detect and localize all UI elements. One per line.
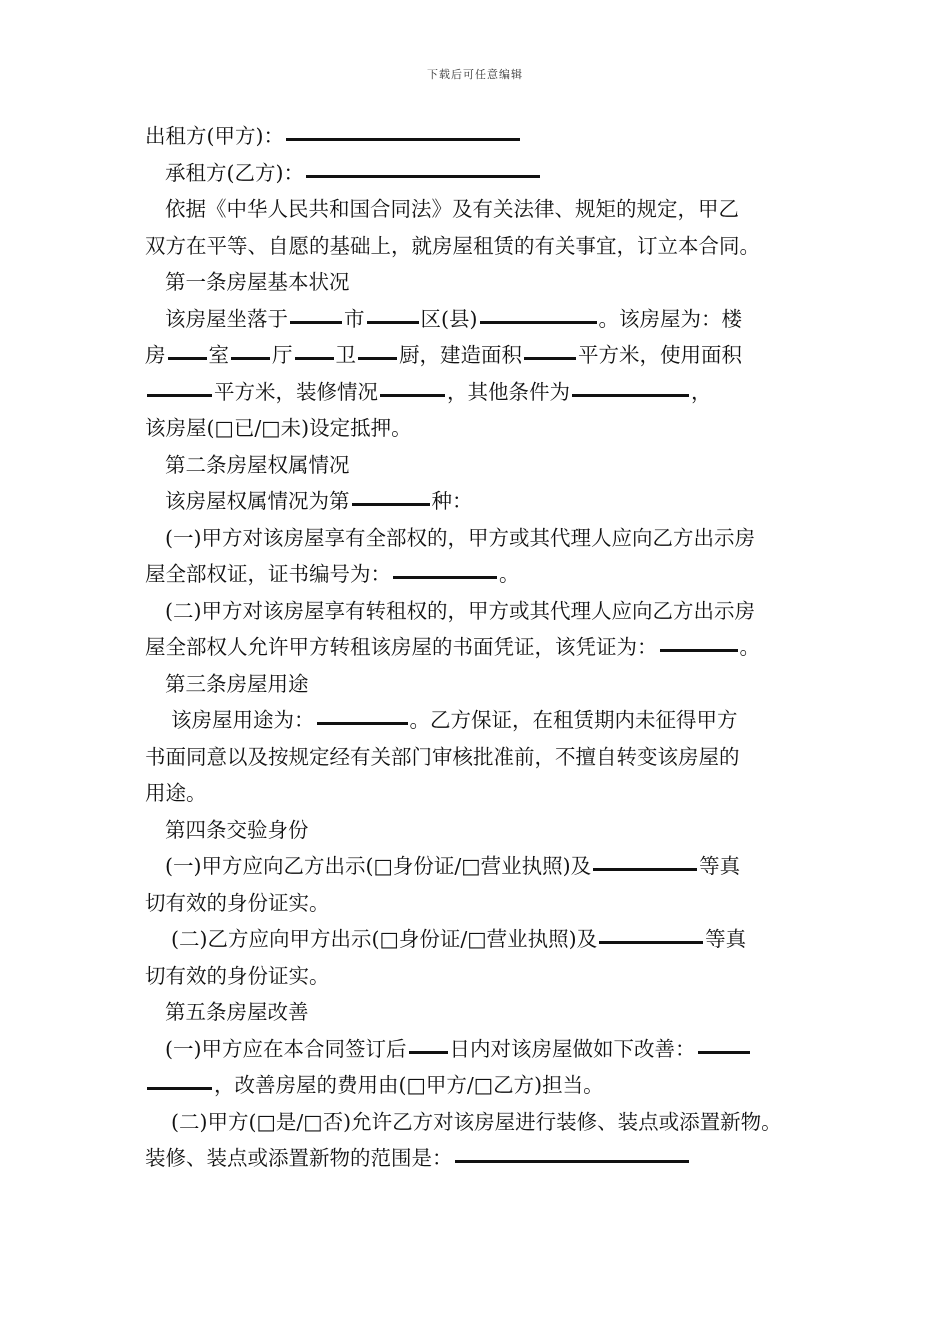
blank-field[interactable] (295, 357, 334, 360)
blank-field[interactable] (147, 394, 212, 397)
blank-field[interactable] (286, 138, 520, 141)
blank-field[interactable] (317, 722, 408, 725)
article-3-line-2: 书面同意以及按规定经有关部门审核批准前，不擅自转变该房屋的 (145, 744, 740, 769)
blank-field[interactable] (380, 394, 445, 397)
article-2-line-1: 该房屋权属情况为第 种： (165, 489, 473, 513)
article-1-line-3: 平方米，装修情况 ，其他条件为 ， (145, 374, 817, 411)
article-5-clause-2-line-1: (二)甲方(□是/□否)允许乙方对该房屋进行装修、装点或添置新物。 (171, 1109, 782, 1134)
blank-field[interactable] (480, 321, 597, 324)
article-3-line-3: 用途。 (145, 781, 207, 805)
article-4-clause-1-line-1: (一)甲方应向乙方出示(□身份证/□营业执照)及 等真 (165, 854, 741, 878)
article-4-clause-2-line-2: 切有效的身份证实。 (145, 963, 330, 988)
blank-field[interactable] (593, 868, 697, 871)
article-5-heading: 第五条房屋改善 (165, 1000, 309, 1024)
article-4-clause-2-line-1: (二)乙方应向甲方出示(□身份证/□营业执照)及 等真 (171, 927, 747, 951)
blank-field[interactable] (660, 649, 738, 652)
preamble-line-2: 双方在平等、自愿的基础上，就房屋租赁的有关事宜，订立本合同。 (145, 233, 760, 258)
blank-field[interactable] (168, 357, 207, 360)
page-header: 下载后可任意编辑 (427, 68, 523, 81)
article-5-clause-1-line-2: ，改善房屋的费用由(□甲方/□乙方)担当。 (145, 1067, 817, 1104)
blank-field[interactable] (231, 357, 270, 360)
article-4-heading: 第四条交验身份 (165, 817, 309, 842)
blank-field[interactable] (306, 175, 540, 178)
article-4-clause-1-line-2: 切有效的身份证实。 (145, 890, 330, 915)
article-1-line-2: 房 室 厅 卫 厨，建造面积 平方米，使用面积 (145, 343, 742, 367)
article-1-heading: 第一条房屋基本状况 (165, 270, 350, 294)
article-2-clause-2-line-1: (二)甲方对该房屋享有转租权的，甲方或其代理人应向乙方出示房 (165, 598, 755, 623)
blank-field[interactable] (409, 1051, 448, 1054)
blank-field[interactable] (524, 357, 576, 360)
blank-field[interactable] (572, 394, 689, 397)
blank-field[interactable] (393, 576, 497, 579)
lessee-line: 承租方(乙方)： (145, 155, 817, 192)
blank-field[interactable] (599, 941, 703, 944)
article-1-line-4: 该房屋(□已/□未)设定抵押。 (145, 416, 412, 440)
blank-field[interactable] (455, 1160, 689, 1163)
article-1-line-1: 该房屋坐落于 市 区(县) 。该房屋为：楼 (165, 306, 742, 331)
blank-field[interactable] (358, 357, 397, 360)
blank-field[interactable] (698, 1051, 750, 1054)
article-2-clause-2-line-2: 屋全部权人允许甲方转租该房屋的书面凭证，该凭证为： 。 (145, 635, 760, 659)
lessor-line: 出租方(甲方)： (145, 118, 817, 155)
article-5-clause-2-line-2: 装修、装点或添置新物的范围是： (145, 1140, 817, 1177)
contract-body (145, 118, 817, 1177)
article-5-clause-1-line-1: (一)甲方应在本合同签订后 日内对该房屋做如下改善： (145, 1031, 817, 1068)
blank-field[interactable] (147, 1087, 212, 1090)
blank-field[interactable] (367, 321, 419, 324)
preamble-line-1: 依据《中华人民共和国合同法》及有关法律、规矩的规定，甲乙 (165, 197, 739, 221)
article-3-heading: 第三条房屋用途 (165, 671, 309, 696)
blank-field[interactable] (290, 321, 342, 324)
article-2-clause-1-line-1: (一)甲方对该房屋享有全部权的，甲方或其代理人应向乙方出示房 (165, 525, 755, 550)
article-3-line-1: 该房屋用途为： 。乙方保证，在租赁期内未征得甲方 (171, 708, 738, 732)
blank-field[interactable] (352, 503, 430, 506)
article-2-heading: 第二条房屋权属情况 (165, 452, 350, 477)
article-2-clause-1-line-2: 屋全部权证，证书编号为： 。 (145, 562, 520, 586)
